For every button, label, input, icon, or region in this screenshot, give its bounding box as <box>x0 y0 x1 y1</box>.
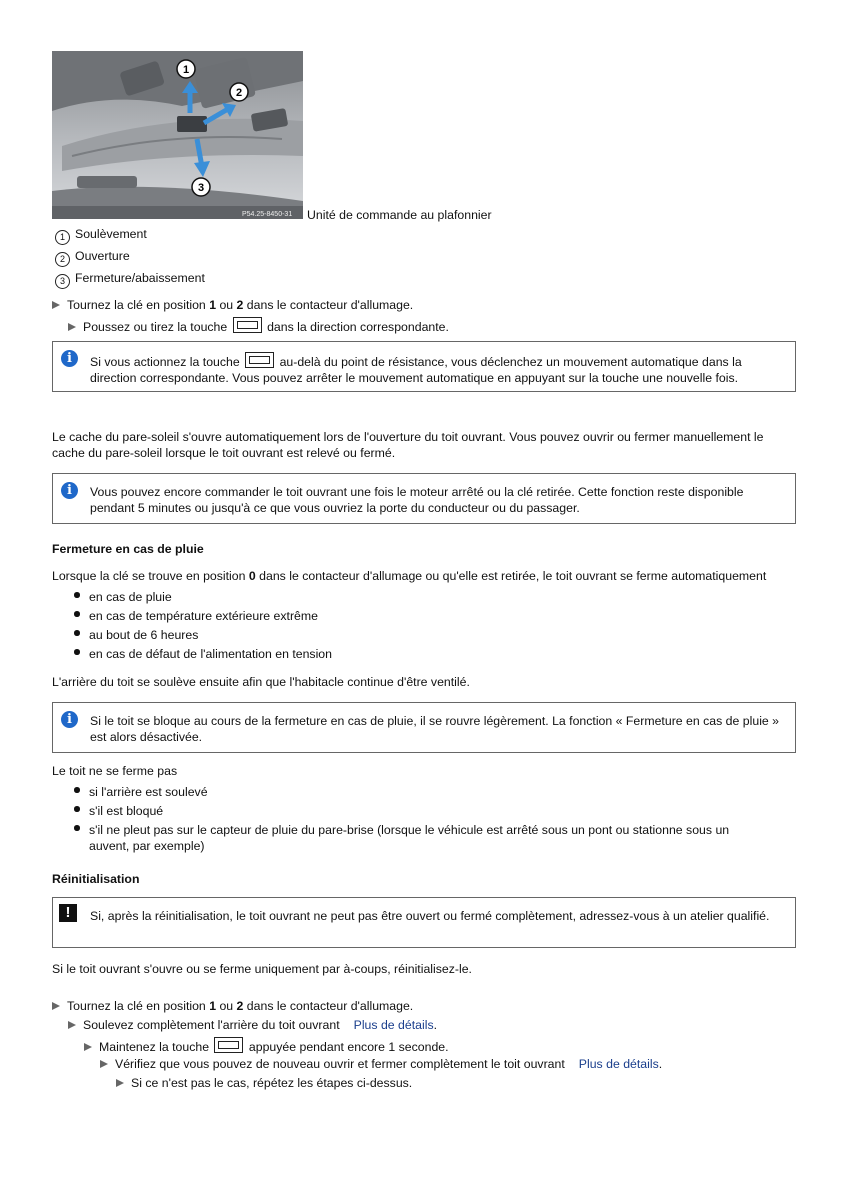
reset-step-3: Maintenez la touche appuyée pendant encore 1 seconde. <box>84 1037 449 1055</box>
overhead-console-illustration <box>52 51 303 219</box>
number-3-icon: 3 <box>55 274 70 289</box>
info-note-after-engine-off: i Vous pouvez encore commander le toit ouvrant une fois le moteur arrêté ou la clé retirée. Cette fonction reste disponible pendant 5 minutes ou jusqu'à ce que vous ouvriez la porte du conducteur ou du passager. <box>52 473 796 524</box>
callout-1: 1 <box>182 64 190 76</box>
roof-button-icon <box>214 1037 243 1053</box>
more-details-link[interactable]: Plus de détails <box>578 1057 659 1071</box>
bullet-icon <box>74 806 80 812</box>
reset-step-4: Vérifiez que vous pouvez de nouveau ouvrir et fermer complètement le toit ouvrant Plus de détails. <box>100 1056 662 1072</box>
roof-button-icon <box>245 352 274 368</box>
warning-icon: ! <box>59 904 77 922</box>
list-item: s'il ne pleut pas sur le capteur de pluie du pare-brise (lorsque le véhicule est arrêté sous un pont ou stationne sous un auvent, par exemple) <box>89 823 730 853</box>
figure-caption: Unité de commande au plafonnier <box>307 208 492 222</box>
legend-item-1 <box>55 226 147 245</box>
bullet-icon <box>74 787 80 793</box>
step-arrow-icon <box>52 1002 60 1010</box>
section-heading-reset: Réinitialisation <box>52 872 140 886</box>
section-heading-rain: Fermeture en cas de pluie <box>52 542 204 556</box>
bullet-icon <box>74 630 80 636</box>
step-push-button: Poussez ou tirez la touche dans la direction correspondante. <box>68 317 449 335</box>
info-icon: i <box>61 350 78 367</box>
sunshade-paragraph: Le cache du pare-soleil s'ouvre automatiquement lors de l'ouverture du toit ouvrant. Vous pouvez ouvrir ou fermer manuellement le cache du pare-soleil lorsque le toit ouvrant est relevé ou fermé. <box>52 430 764 460</box>
legend-label: Soulèvement <box>75 227 147 241</box>
info-icon: i <box>61 711 78 728</box>
roof-button-icon <box>233 317 262 333</box>
bullet-icon <box>74 592 80 598</box>
info-icon: i <box>61 482 78 499</box>
step-arrow-icon <box>68 323 76 331</box>
list-item: en cas de défaut de l'alimentation en tension <box>89 647 332 661</box>
reset-intro: Si le toit ouvrant s'ouvre ou se ferme uniquement par à-coups, réinitialisez-le. <box>52 962 472 976</box>
list-item: au bout de 6 heures <box>89 628 199 642</box>
reset-step-1: Tournez la clé en position 1 ou 2 dans le contacteur d'allumage. <box>52 998 413 1014</box>
legend-item-3 <box>55 270 205 289</box>
rain-after: L'arrière du toit se soulève ensuite afin que l'habitacle continue d'être ventilé. <box>52 675 470 689</box>
step-arrow-icon <box>52 301 60 309</box>
step-arrow-icon <box>116 1079 124 1087</box>
more-details-link[interactable]: Plus de détails <box>353 1018 434 1032</box>
step-arrow-icon <box>100 1060 108 1068</box>
number-1-icon: 1 <box>55 230 70 245</box>
legend-label: Fermeture/abaissement <box>75 271 205 285</box>
list-item: en cas de température extérieure extrême <box>89 609 318 623</box>
callout-2: 2 <box>235 87 243 99</box>
figure-code: P54.25-8450-31 <box>242 211 293 218</box>
list-item: s'il est bloqué <box>89 804 164 818</box>
reset-step-5: Si ce n'est pas le cas, répétez les étapes ci-dessus. <box>116 1075 412 1091</box>
bullet-icon <box>74 611 80 617</box>
number-2-icon: 2 <box>55 252 70 267</box>
callout-3: 3 <box>197 182 205 194</box>
roof-control-photo <box>52 51 303 219</box>
info-note-automatic: i Si vous actionnez la touche au-delà du point de résistance, vous déclenchez un mouvement automatique dans la direction correspondante. Vous pouvez arrêter le mouvement automatique en appuyant sur la touche une nouvelle fois. <box>52 341 796 392</box>
reset-step-2: Soulevez complètement l'arrière du toit ouvrant Plus de détails. <box>68 1017 437 1033</box>
step-arrow-icon <box>84 1043 92 1051</box>
legend-item-2 <box>55 248 130 267</box>
list-item: en cas de pluie <box>89 590 172 604</box>
list-item: si l'arrière est soulevé <box>89 785 208 799</box>
step-turn-key: Tournez la clé en position 1 ou 2 dans le contacteur d'allumage. <box>52 297 413 313</box>
info-note-rain: i Si le toit se bloque au cours de la fermeture en cas de pluie, il se rouvre légèrement. La fonction « Fermeture en cas de pluie » est alors désactivée. <box>52 702 796 753</box>
bullet-icon <box>74 825 80 831</box>
step-arrow-icon <box>68 1021 76 1029</box>
legend-label: Ouverture <box>75 249 130 263</box>
rain-intro: Lorsque la clé se trouve en position 0 dans le contacteur d'allumage ou qu'elle est retirée, le toit ouvrant se ferme automatiquement <box>52 569 767 583</box>
bullet-icon <box>74 649 80 655</box>
not-close-intro: Le toit ne se ferme pas <box>52 764 178 778</box>
warning-note-reset: ! Si, après la réinitialisation, le toit ouvrant ne peut pas être ouvert ou fermé complètement, adressez-vous à un atelier qualifié. <box>52 897 796 948</box>
